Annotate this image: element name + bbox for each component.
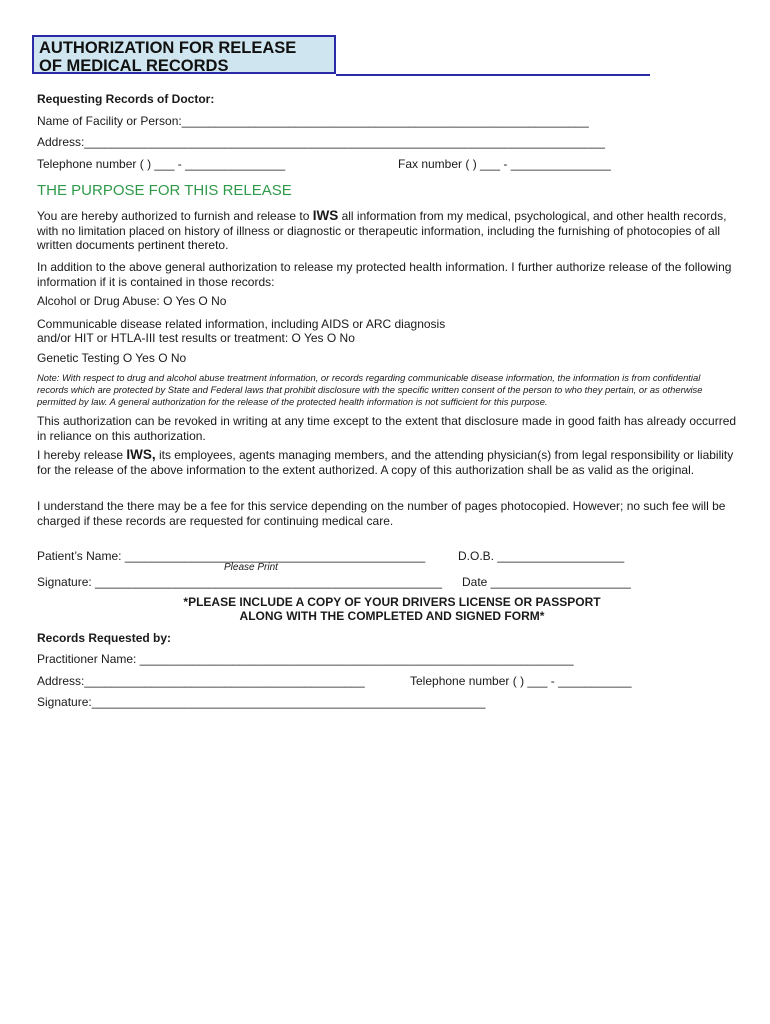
p1-text-post: all information from my medical, psychological, and other health records, with no limitation placed on history of illness or diagnostic or therapeutic information, including the furnishing of photocopies of all written documents pertinent thereto. xyxy=(37,209,727,253)
practitioner-signature-field[interactable]: Signature:___________________________________________________________ xyxy=(37,695,486,709)
form-title-line2: OF MEDICAL RECORDS xyxy=(39,57,229,75)
alcohol-drug-option[interactable]: Alcohol or Drug Abuse: O Yes O No xyxy=(37,294,227,308)
genetic-testing-option[interactable]: Genetic Testing O Yes O No xyxy=(37,351,187,365)
signature-date-field[interactable]: Date _____________________ xyxy=(462,575,631,589)
requesting-heading: Requesting Records of Doctor: xyxy=(37,92,215,106)
records-requested-heading: Records Requested by: xyxy=(37,631,172,645)
release-paragraph xyxy=(37,448,737,477)
communicable-line1: Communicable disease related information, including AIDS or ARC diagnosis xyxy=(37,317,446,331)
title-underline xyxy=(336,74,650,76)
legal-note: Note: With respect to drug and alcohol abuse treatment information, or records regarding communicable disease information, the information is from confidential records which are protected by State and Federal laws that prohibit disclosure with the specific written consent of the person to who they pertain, or as otherwise permitted by law. A general authorization for the release of the protected health information is not sufficient for this purpose. xyxy=(37,372,703,407)
fax-field[interactable]: Fax number ( ) ___ - _______________ xyxy=(398,157,611,171)
id-notice-line2: ALONG WITH THE COMPLETED AND SIGNED FORM* xyxy=(239,609,545,623)
form-title-box xyxy=(32,35,336,74)
patient-name-field[interactable]: Patient’s Name: _____________________________________________ xyxy=(37,549,426,563)
authorization-paragraph xyxy=(37,209,737,253)
dob-field[interactable]: D.O.B. ___________________ xyxy=(458,549,625,563)
practitioner-address-field[interactable]: Address:__________________________________________ xyxy=(37,674,365,688)
revoke-paragraph: This authorization can be revoked in writing at any time except to the extent that disclosure made in good faith has already occurred in reliance on this authorization. xyxy=(37,414,737,443)
facility-field[interactable]: Name of Facility or Person:_____________________________________________________________ xyxy=(37,114,589,128)
purpose-heading: THE PURPOSE FOR THIS RELEASE xyxy=(37,182,292,199)
additional-authorization-paragraph: In addition to the above general authorization to release my protected health information. I further authorize release of the following information if it is contained in those records: xyxy=(37,260,732,289)
practitioner-name-field[interactable]: Practitioner Name: _________________________________________________________________ xyxy=(37,652,574,666)
telephone-field[interactable]: Telephone number ( ) ___ - _______________ xyxy=(37,157,286,171)
id-notice-line1: *PLEASE INCLUDE A COPY OF YOUR DRIVERS LICENSE OR PASSPORT xyxy=(183,595,601,609)
communicable-option[interactable]: and/or HIT or HTLA-III test results or treatment: O Yes O No xyxy=(37,331,355,345)
release-iws: IWS, xyxy=(126,447,156,462)
p1-text-pre: You are hereby authorized to furnish and release to xyxy=(37,209,313,223)
patient-signature-field[interactable]: Signature: ____________________________________________________ xyxy=(37,575,443,589)
practitioner-telephone-field[interactable]: Telephone number ( ) ___ - ___________ xyxy=(410,674,632,688)
address-field[interactable]: Address:______________________________________________________________________________ xyxy=(37,135,605,149)
release-text-pre: I hereby release xyxy=(37,448,127,462)
fee-paragraph: I understand the there may be a fee for this service depending on the number of pages photocopied. However; no such fee will be charged if these records are requested for continuing medical care. xyxy=(37,499,726,528)
release-text-post: its employees, agents managing members, and the attending physician(s) from legal responsibility or liability for the release of the above information to the extent authorized. A copy of this authorization shall be as valid as the original. xyxy=(37,448,734,477)
form-title-line1: AUTHORIZATION FOR RELEASE xyxy=(39,39,297,57)
please-print-hint: Please Print xyxy=(224,562,278,573)
p1-iws: IWS xyxy=(312,208,339,223)
